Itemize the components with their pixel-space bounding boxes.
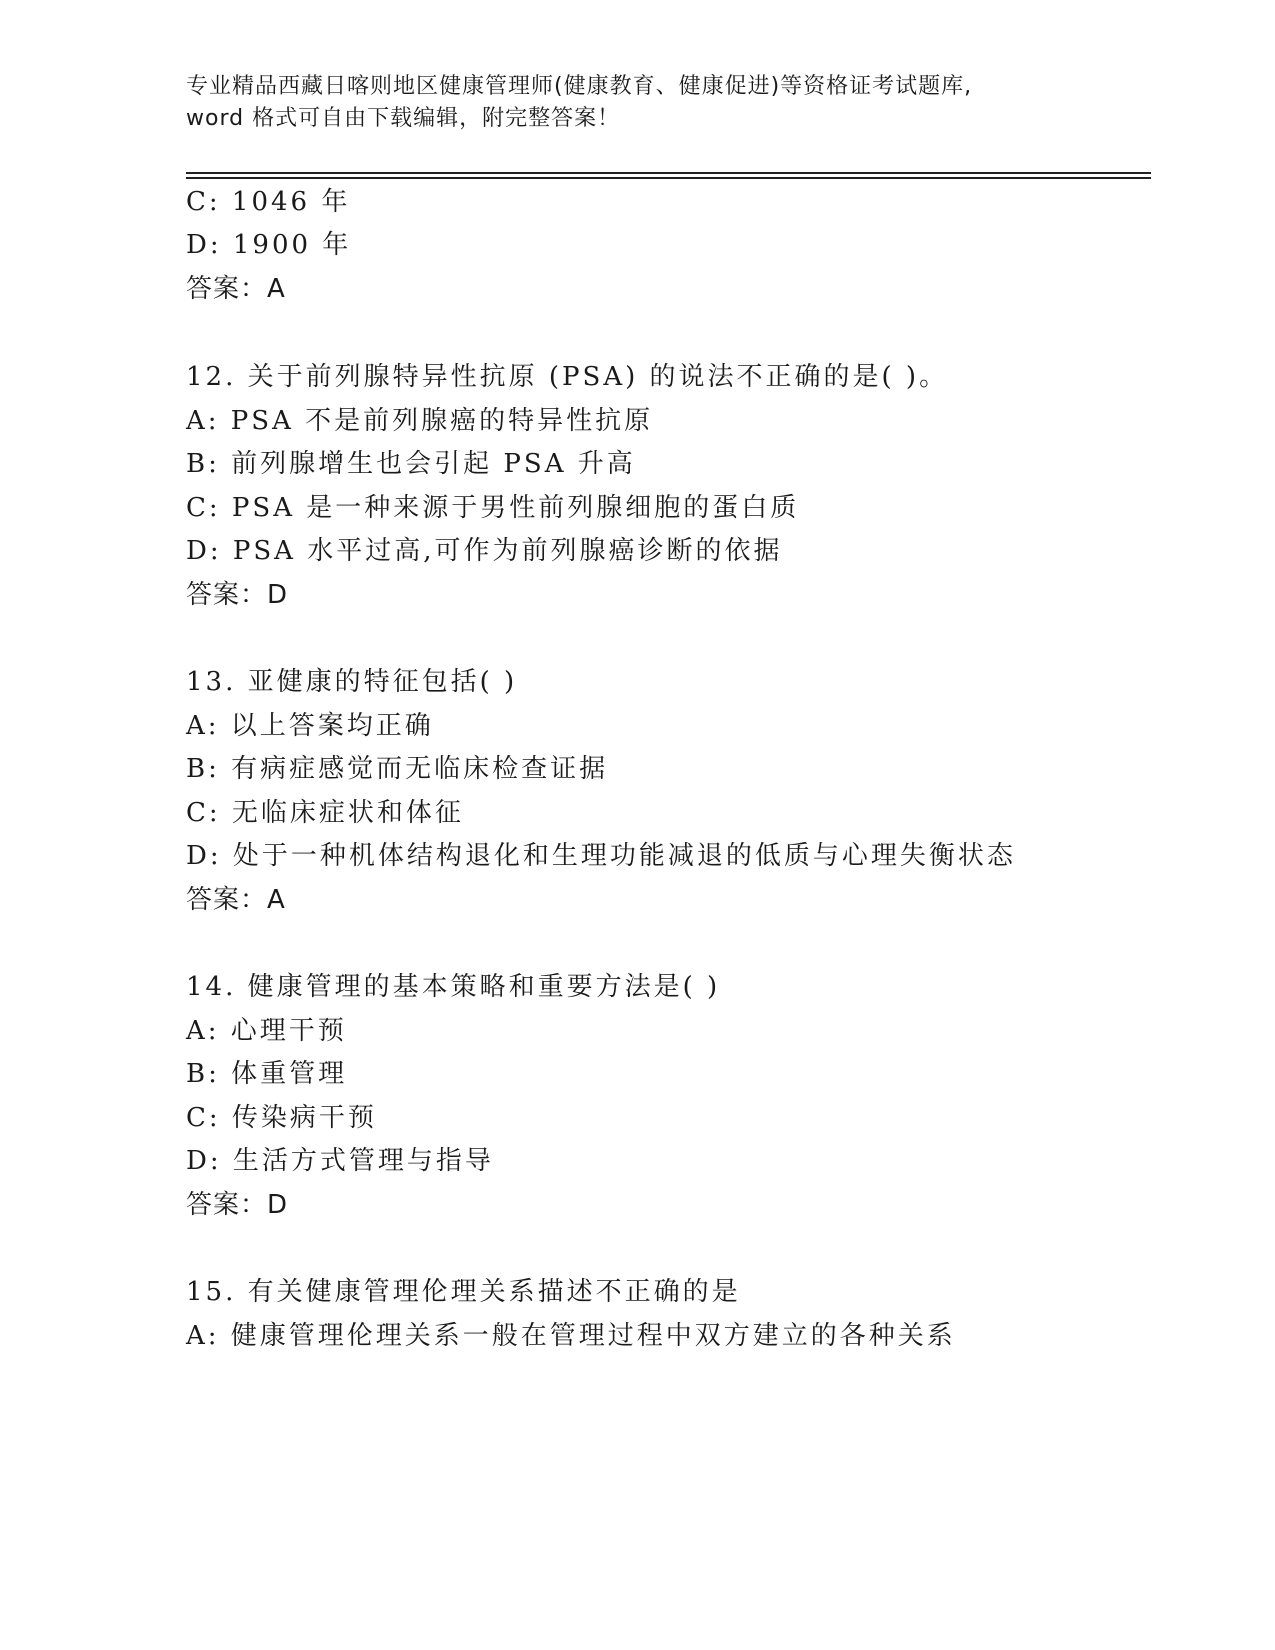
q12-option-b: B: 前列腺增生也会引起 PSA 升高 bbox=[186, 449, 636, 479]
q13-option-b: B: 有病症感觉而无临床检查证据 bbox=[186, 754, 609, 784]
q13-option-a: A: 以上答案均正确 bbox=[186, 711, 434, 741]
q12-option-c: C: PSA 是一种来源于男性前列腺细胞的蛋白质 bbox=[186, 493, 800, 523]
q13-answer: 答案：A bbox=[186, 885, 286, 915]
q13-question: 13. 亚健康的特征包括( ) bbox=[186, 667, 518, 697]
q12-option-a: A: PSA 不是前列腺癌的特异性抗原 bbox=[186, 406, 654, 436]
q14-option-d: D: 生活方式管理与指导 bbox=[186, 1146, 494, 1176]
q14-question: 14. 健康管理的基本策略和重要方法是( ) bbox=[186, 972, 721, 1002]
header-divider-top bbox=[186, 172, 1151, 174]
q11-option-d: D: 1900 年 bbox=[186, 230, 352, 260]
q14-option-b: B: 体重管理 bbox=[186, 1059, 348, 1089]
q15-option-a: A: 健康管理伦理关系一般在管理过程中双方建立的各种关系 bbox=[186, 1321, 956, 1351]
q14-answer: 答案：D bbox=[186, 1190, 289, 1220]
q14-option-c: C: 传染病干预 bbox=[186, 1103, 377, 1133]
document-header-line-1: 专业精品西藏日喀则地区健康管理师(健康教育、健康促进)等资格证考试题库, bbox=[186, 74, 973, 99]
q12-question: 12. 关于前列腺特异性抗原 (PSA) 的说法不正确的是( )。 bbox=[186, 362, 949, 392]
q13-option-d: D: 处于一种机体结构退化和生理功能减退的低质与心理失衡状态 bbox=[186, 841, 1016, 871]
q12-answer: 答案：D bbox=[186, 580, 289, 610]
q14-option-a: A: 心理干预 bbox=[186, 1016, 347, 1046]
q11-option-c: C: 1046 年 bbox=[186, 187, 351, 217]
q15-question: 15. 有关健康管理伦理关系描述不正确的是 bbox=[186, 1277, 741, 1307]
q13-option-c: C: 无临床症状和体征 bbox=[186, 798, 464, 828]
q12-option-d: D: PSA 水平过高,可作为前列腺癌诊断的依据 bbox=[186, 536, 783, 566]
header-divider-bottom bbox=[186, 177, 1151, 179]
document-header-line-2: word 格式可自由下载编辑，附完整答案！ bbox=[186, 106, 621, 131]
q11-answer: 答案：A bbox=[186, 274, 286, 304]
